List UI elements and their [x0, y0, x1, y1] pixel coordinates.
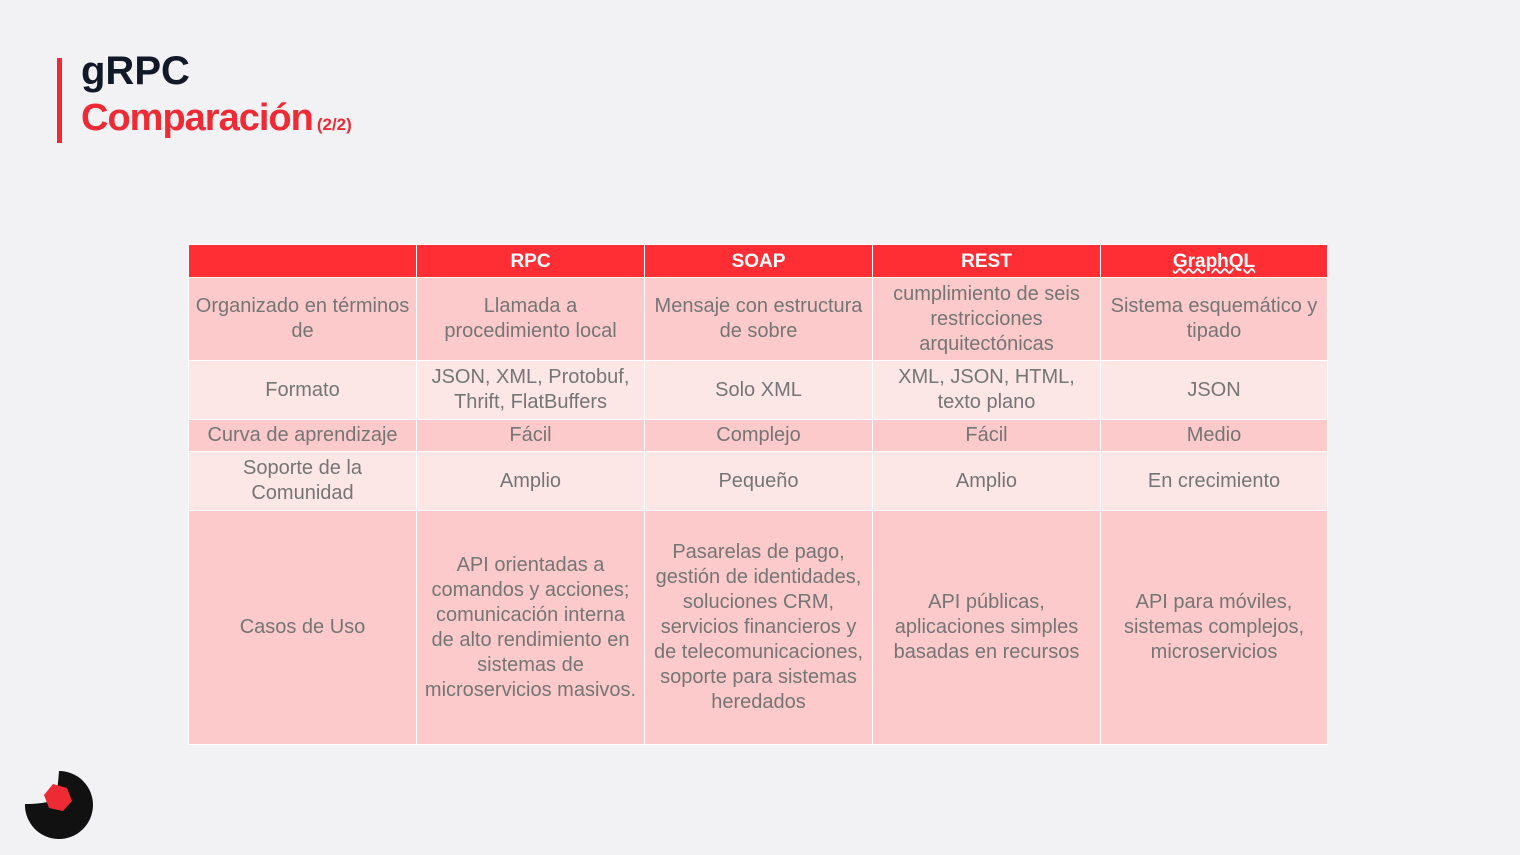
row-label: Formato: [189, 361, 417, 420]
table-cell: Amplio: [417, 452, 645, 511]
row-label: Casos de Uso: [189, 511, 417, 745]
table-cell: API para móviles, sistemas complejos, microservicios: [1101, 511, 1328, 745]
table-cell: Fácil: [417, 420, 645, 452]
table-cell: Pasarelas de pago, gestión de identidades, soluciones CRM, servicios financieros y de telecomunicaciones, soporte para sistemas heredados: [645, 511, 873, 745]
comparison-table: [188, 244, 1328, 745]
table-row: [189, 361, 1328, 420]
table-row: [189, 452, 1328, 511]
table-cell: Pequeño: [645, 452, 873, 511]
header-soap: SOAP: [645, 245, 873, 278]
table-cell: Fácil: [873, 420, 1101, 452]
table-cell: cumplimiento de seis restricciones arquitectónicas: [873, 278, 1101, 361]
table-row: [189, 420, 1328, 452]
table-cell: API públicas, aplicaciones simples basadas en recursos: [873, 511, 1101, 745]
header-rpc: RPC: [417, 245, 645, 278]
table-cell: JSON, XML, Protobuf, Thrift, FlatBuffers: [417, 361, 645, 420]
header-rest: REST: [873, 245, 1101, 278]
slide-title: gRPC: [81, 49, 190, 93]
table-cell: XML, JSON, HTML, texto plano: [873, 361, 1101, 420]
row-label: Curva de aprendizaje: [189, 420, 417, 452]
row-label: Organizado en términos de: [189, 278, 417, 361]
table-header-row: [189, 245, 1328, 278]
row-label: Soporte de la Comunidad: [189, 452, 417, 511]
header-empty: [189, 245, 417, 278]
table-cell: Solo XML: [645, 361, 873, 420]
subtitle-page-note: (2/2): [316, 115, 352, 134]
title-accent-bar: [57, 58, 62, 143]
table-cell: JSON: [1101, 361, 1328, 420]
table-row: [189, 511, 1328, 745]
table-cell: En crecimiento: [1101, 452, 1328, 511]
table-cell: Llamada a procedimiento local: [417, 278, 645, 361]
table-cell: Medio: [1101, 420, 1328, 452]
table-row: [189, 278, 1328, 361]
table-cell: Complejo: [645, 420, 873, 452]
hexagon-crescent-logo-icon: [25, 771, 93, 839]
header-graphql: [1101, 245, 1328, 278]
table-cell: API orientadas a comandos y acciones; comunicación interna de alto rendimiento en sistemas de microservicios masivos.: [417, 511, 645, 745]
table-cell: Mensaje con estructura de sobre: [645, 278, 873, 361]
header-graphql-label: GraphQL: [1172, 250, 1256, 272]
slide-subtitle: [81, 94, 352, 150]
table-cell: Amplio: [873, 452, 1101, 511]
table-cell: Sistema esquemático y tipado: [1101, 278, 1328, 361]
subtitle-text: Comparación: [81, 97, 313, 139]
